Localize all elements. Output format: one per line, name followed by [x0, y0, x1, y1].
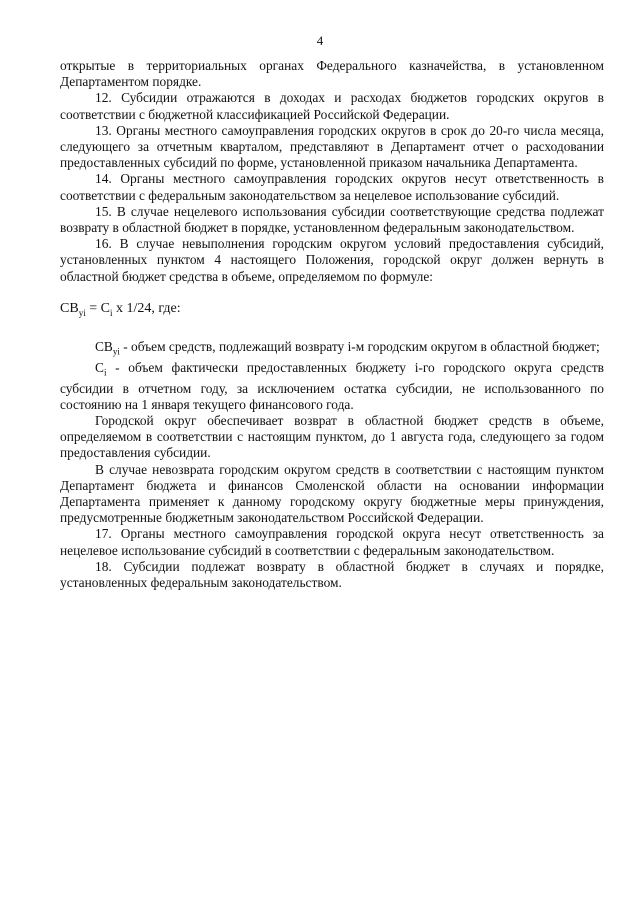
paragraph-12: 12. Субсидии отражаются в доходах и расходах бюджетов городских округов в соответствии с бюджетной классификацией Российской Федерации. [60, 90, 604, 122]
definition-cv-subscript: yi [112, 346, 120, 357]
definition-c-symbol: C [95, 359, 104, 375]
paragraph-15: 15. В случае нецелевого использования субсидии соответствующие средства подлежат возврату в областной бюджет в порядке, установленном федеральным законодательством. [60, 203, 604, 236]
paragraph-17: 17. Органы местного самоуправления городской округа несут ответственность за нецелевое использование субсидий в соответствии с федеральным законодательством. [60, 526, 604, 558]
definition-cv-text: - объем средств, подлежащий возврату i-м городским округом в областной бюджет; [119, 338, 600, 354]
paragraph-13: 13. Органы местного самоуправления городских округов в срок до 20-го числа месяца, следующего за отчетным кварталом, представляют в Департамент отчет о расходовании предоставленных субсидий по форме, установленной приказом начальника Департамента. [60, 122, 604, 171]
paragraph-nonreturn: В случае невозврата городским округом средств в соответствии с настоящим пунктом Департамент бюджета и финансов Смоленской области на основании информации Департамента применяет к данному городскому округу бюджетные меры принуждения, предусмотренные бюджетным законодательством Российской Федерации. [60, 461, 604, 526]
formula [60, 301, 604, 321]
formula-lhs-subscript: yi [78, 307, 86, 318]
paragraph-return-deadline: Городской округ обеспечивает возврат в областной бюджет средств в объеме, определяемом в соответствии с настоящим пунктом, до 1 августа года, следующего за годом предоставления субсидии. [60, 413, 604, 461]
definition-c-text: - объем фактически предоставленных бюджету i-го городского округа средств субсидии в отчетном году, за исключением остатка субсидии, не использованного по состоянию на 1 января текущего финансового года. [60, 359, 604, 412]
paragraph-continuation: открытые в территориальных органах Федерального казначейства, в установленном Департаментом порядке. [60, 58, 604, 90]
formula-c: C [100, 300, 110, 316]
paragraph-14: 14. Органы местного самоуправления городских округов несут ответственность в соответствии с федеральным законодательством за нецелевое использование субсидий. [60, 171, 604, 203]
paragraph-16: 16. В случае невыполнения городским округом условий предоставления субсидий, установленных пунктом 4 настоящего Положения, городской округ должен вернуть в областной бюджет средства в объеме, определяемом по формуле: [60, 236, 604, 284]
formula-lhs: CB [60, 300, 79, 316]
page-number: 4 [316, 33, 324, 48]
definition-cv-symbol: CB [95, 338, 113, 354]
formula-rhs: x 1/24, где: [112, 300, 181, 316]
formula-equals: = [85, 300, 101, 316]
definition-c [60, 360, 604, 413]
definition-c-subscript: i [103, 367, 107, 378]
paragraph-18: 18. Субсидии подлежат возврату в областной бюджет в случаях и порядке, установленных федеральным законодательством. [60, 558, 604, 591]
document-body [60, 58, 604, 591]
definition-cv [60, 339, 604, 360]
formula-c-subscript: i [109, 307, 113, 318]
